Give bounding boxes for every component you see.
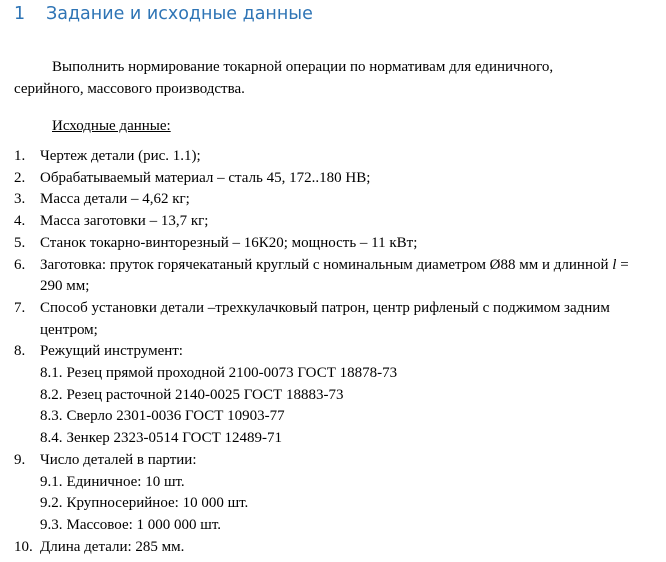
sub-item-number: 8.1. xyxy=(40,365,63,382)
sub-item-text: Резец прямой проходной 2100-0073 ГОСТ 18878-73 xyxy=(66,365,398,382)
item-text: Масса детали – 4,62 кг; xyxy=(40,191,190,208)
batch-size-list xyxy=(40,472,634,537)
sub-list-item xyxy=(40,385,634,407)
item-number: 8. xyxy=(14,343,26,360)
list-item xyxy=(14,168,634,190)
sub-item-number: 8.3. xyxy=(40,408,63,425)
sub-item-number: 9.2. xyxy=(40,495,63,512)
item-text: Станок токарно-винторезный – 16К20; мощность – 11 кВт; xyxy=(40,234,418,251)
list-item xyxy=(14,146,634,168)
sub-item-text: Резец расточной 2140-0025 ГОСТ 18883-73 xyxy=(66,386,344,403)
section-heading xyxy=(14,4,313,24)
sub-item-number: 9.1. xyxy=(40,473,63,490)
sub-list-item xyxy=(40,406,634,428)
item-text: Масса заготовки – 13,7 кг; xyxy=(40,213,209,230)
list-item xyxy=(14,298,634,341)
item-number: 10. xyxy=(14,538,33,555)
initial-data-subtitle: Исходные данные: xyxy=(52,118,171,134)
sub-list-item xyxy=(40,493,634,515)
sub-item-number: 8.2. xyxy=(40,386,63,403)
task-paragraph: Выполнить нормирование токарной операции по нормативам для единичного, серийного, массового производства. xyxy=(14,59,554,97)
item-number: 1. xyxy=(14,148,26,164)
item-number: 9. xyxy=(14,451,26,468)
item-text: Обрабатываемый материал – сталь 45, 172..180 НВ; xyxy=(40,169,371,186)
item-number: 6. xyxy=(14,256,26,273)
item-number: 5. xyxy=(14,234,26,251)
sub-list-item xyxy=(40,428,634,450)
item-number: 4. xyxy=(14,213,26,230)
item-text: Чертеж детали (рис. 1.1); xyxy=(40,148,201,164)
length-variable: l xyxy=(612,256,617,273)
sub-item-text: Сверло 2301-0036 ГОСТ 10903-77 xyxy=(66,408,285,425)
sub-item-text: Единичное: 10 шт. xyxy=(66,473,185,490)
item-text: Длина детали: 285 мм. xyxy=(40,538,185,555)
item-number: 3. xyxy=(14,191,26,208)
item-text-continued: = 290 мм; xyxy=(40,256,629,295)
sub-item-number: 9.3. xyxy=(40,516,63,533)
section-title: Задание и исходные данные xyxy=(46,4,313,24)
sub-list-item xyxy=(40,472,634,494)
item-text: Способ установки детали –трехкулачковый патрон, центр рифленый с поджимом задним центром; xyxy=(40,299,610,338)
sub-item-number: 8.4. xyxy=(40,430,63,447)
list-item xyxy=(14,211,634,233)
list-item xyxy=(14,450,634,537)
item-text: Заготовка: пруток горячекатаный круглый с номинальным диаметром Ø88 мм и длинной xyxy=(40,256,613,273)
section-number: 1 xyxy=(14,4,26,24)
sub-item-text: Зенкер 2323-0514 ГОСТ 12489-71 xyxy=(66,430,282,447)
list-item xyxy=(14,233,634,255)
list-item xyxy=(14,341,634,450)
list-item xyxy=(14,189,634,211)
sub-item-text: Массовое: 1 000 000 шт. xyxy=(66,516,222,533)
sub-list-item xyxy=(40,363,634,385)
cutting-tools-list xyxy=(40,363,634,450)
list-item xyxy=(14,255,634,298)
sub-list-item xyxy=(40,515,634,537)
list-item xyxy=(14,537,634,559)
item-text: Число деталей в партии: xyxy=(40,451,197,468)
item-number: 2. xyxy=(14,169,26,186)
sub-item-text: Крупносерийное: 10 000 шт. xyxy=(66,495,249,512)
item-number: 7. xyxy=(14,299,26,316)
initial-data-list xyxy=(14,146,634,558)
item-text: Режущий инструмент: xyxy=(40,343,183,360)
